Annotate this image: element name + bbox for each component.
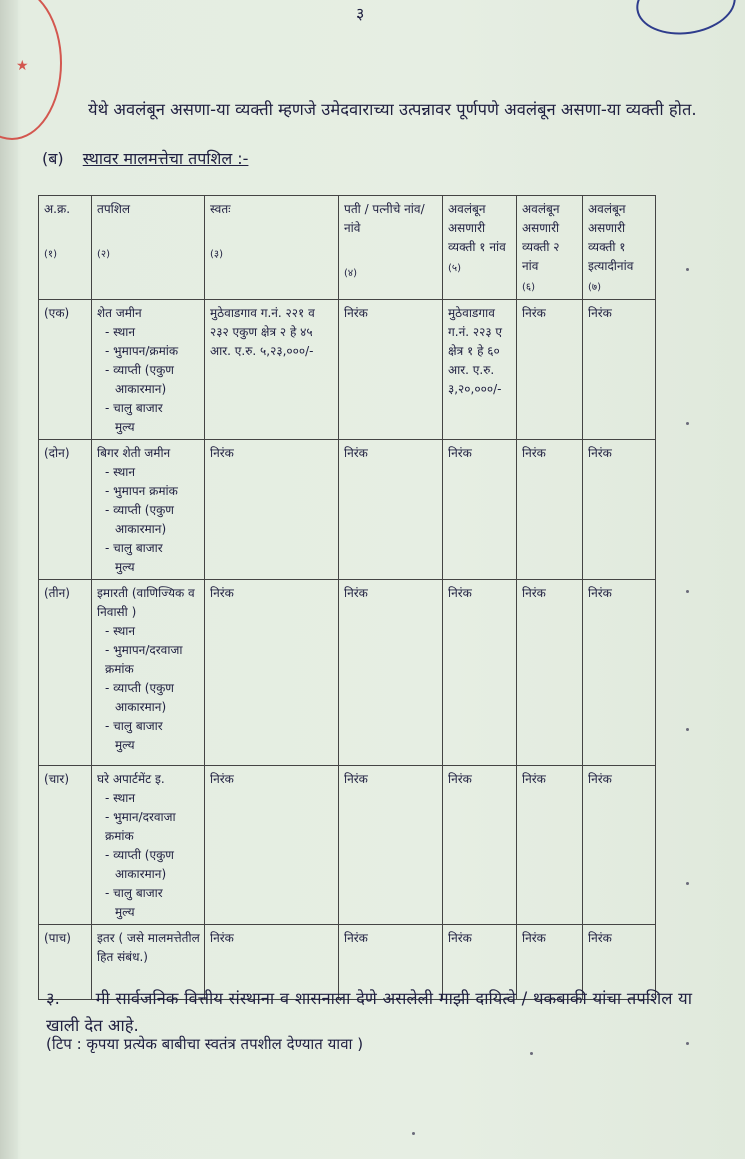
page-binding-edge [0,0,18,1159]
header-cell: अवलंबून असणारी व्यक्ती १ इत्यादीनांव (७) [583,196,656,300]
table-row [39,580,656,766]
scan-speck [530,1052,533,1055]
scan-speck [686,882,689,885]
row-number: (दोन) [39,440,92,580]
spouse-value: निरंक [339,766,443,925]
dependent-1-value: निरंक [443,925,517,1000]
row-detail: इतर ( जसे मालमत्तेतील हित संबंध.) [92,925,205,1000]
header-cell: तपशिल (२) [92,196,205,300]
self-value: निरंक [205,766,339,925]
scan-speck [686,422,689,425]
intro-paragraph: येथे अवलंबून असणा-या व्यक्ती म्हणजे उमेदवाराच्या उत्पन्नावर पूर्णपणे अवलंबून असणा-या व्यक्ती होत. [88,100,697,119]
row-number: (पाच) [39,925,92,1000]
scan-speck [686,1042,689,1045]
section-b-heading [42,147,248,169]
header-cell: अवलंबून असणारी व्यक्ती २ नांव (६) [517,196,583,300]
dependent-1-value: निरंक [443,580,517,766]
spouse-value: निरंक [339,925,443,1000]
dependent-3-value: निरंक [583,925,656,1000]
header-cell: स्वतः (३) [205,196,339,300]
row-number: (एक) [39,300,92,440]
spouse-value: निरंक [339,440,443,580]
dependent-2-value: निरंक [517,300,583,440]
row-number: (तीन) [39,580,92,766]
row-number: (चार) [39,766,92,925]
self-value: निरंक [205,580,339,766]
dependent-1-value: मुठेवाडगाव ग.नं. २२३ ए क्षेत्र १ हे ६० आर. ए.रु. ३,२०,०००/- [443,300,517,440]
scan-speck [412,1132,415,1135]
section-b-title: स्थावर मालमत्तेचा तपशिल :- [82,149,249,168]
dependent-3-value: निरंक [583,440,656,580]
point-3-number: ३. [46,989,60,1008]
point-3-text: मी सार्वजनिक वित्तीय संस्थाना व शासनाला देणे असलेली माझी दायित्वे / थकबाकी यांचा तपशिल या खाली देत आहे. [46,989,692,1035]
table-row [39,440,656,580]
page-number: ३ [356,4,365,23]
dependent-2-value: निरंक [517,925,583,1000]
self-value: निरंक [205,440,339,580]
self-value: मुठेवाडगाव ग.नं. २२१ व २३२ एकुण क्षेत्र २ हे ४५ आर. ए.रु. ५,२३,०००/- [205,300,339,440]
liabilities-paragraph [46,985,692,1039]
dependent-2-value: निरंक [517,766,583,925]
scan-speck [686,728,689,731]
dependent-3-value: निरंक [583,766,656,925]
section-b-marker: (ब) [42,149,64,168]
liabilities-note: (टिप : कृपया प्रत्येक बाबीचा स्वतंत्र तपशील देण्यात यावा ) [46,1035,364,1053]
table-row [39,300,656,440]
spouse-value: निरंक [339,580,443,766]
header-cell: पती / पत्नीचे नांव/नांवे (४) [339,196,443,300]
header-cell: अ.क्र. (१) [39,196,92,300]
handwritten-mark [632,0,740,41]
seal-star-icon: ★ [16,58,29,74]
header-cell: अवलंबून असणारी व्यक्ती १ नांव (५) [443,196,517,300]
dependent-2-value: निरंक [517,580,583,766]
scan-speck [686,590,689,593]
row-detail: शेत जमीन - स्थान - भुमापन/क्रमांक - व्याप्ती (एकुण आकारमान) - चालु बाजार मुल्य [92,300,205,440]
table-row [39,766,656,925]
dependent-1-value: निरंक [443,440,517,580]
dependent-1-value: निरंक [443,766,517,925]
immovable-property-table [38,195,656,1000]
table-header-row [39,196,656,300]
row-detail: घरे अपार्टमेंट इ. - स्थान - भुमान/दरवाजा क्रमांक - व्याप्ती (एकुण आकारमान) - चालु बाजार मुल्य [92,766,205,925]
dependent-3-value: निरंक [583,300,656,440]
scan-speck [686,268,689,271]
row-detail: इमारती (वाणिज्यिक व निवासी ) - स्थान - भुमापन/दरवाजा क्रमांक - व्याप्ती (एकुण आकारमान) - चालु बाजार मुल्य [92,580,205,766]
spouse-value: निरंक [339,300,443,440]
row-detail: बिगर शेती जमीन - स्थान - भुमापन क्रमांक - व्याप्ती (एकुण आकारमान) - चालु बाजार मुल्य [92,440,205,580]
self-value: निरंक [205,925,339,1000]
dependent-3-value: निरंक [583,580,656,766]
dependent-2-value: निरंक [517,440,583,580]
